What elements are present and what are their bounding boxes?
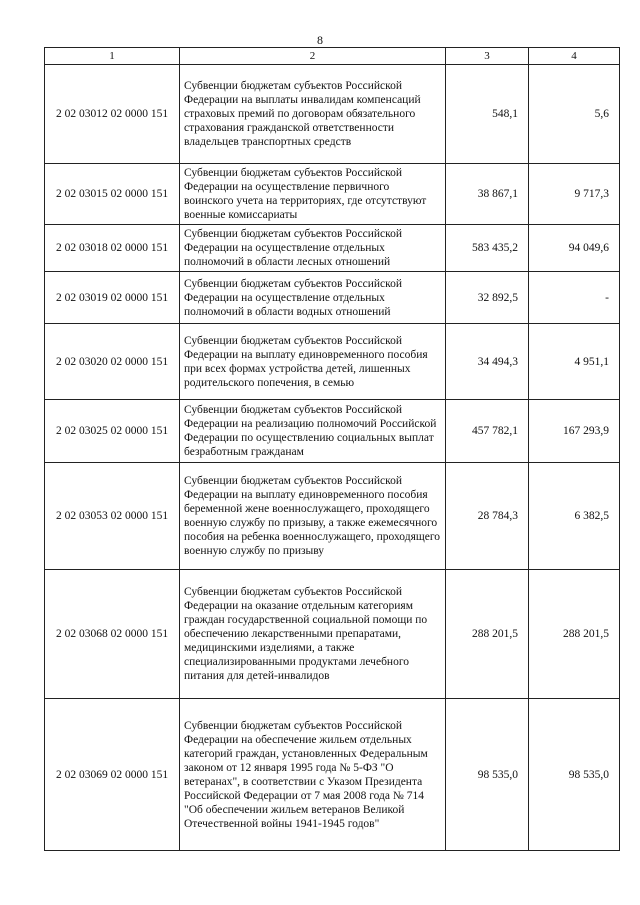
amount-col-3: 457 782,1 bbox=[446, 400, 529, 463]
table-row bbox=[45, 463, 620, 570]
table-row bbox=[45, 570, 620, 699]
amount-col-3: 28 784,3 bbox=[446, 463, 529, 570]
budget-code: 2 02 03018 02 0000 151 bbox=[45, 225, 180, 272]
description: Субвенции бюджетам субъектов Российской Федерации на осуществление первичного воинского учета на территориях, где отсутствуют военные комиссариаты bbox=[180, 164, 446, 225]
description: Субвенции бюджетам субъектов Российской Федерации на выплаты инвалидам компенсаций страховых премий по договорам обязательного страхования гражданской ответственности владельцев транспортных средств bbox=[180, 65, 446, 164]
header-col-4: 4 bbox=[529, 48, 620, 65]
amount-col-4: 9 717,3 bbox=[529, 164, 620, 225]
amount-col-3: 98 535,0 bbox=[446, 699, 529, 851]
header-col-3: 3 bbox=[446, 48, 529, 65]
budget-code: 2 02 03012 02 0000 151 bbox=[45, 65, 180, 164]
description: Субвенции бюджетам субъектов Российской Федерации на оказание отдельным категориям граждан государственной социальной помощи по обеспечению лекарственными препаратами, медицинскими изделиями, а также специализированными продуктами лечебного питания для детей-инвалидов bbox=[180, 570, 446, 699]
amount-col-4: 167 293,9 bbox=[529, 400, 620, 463]
table-row bbox=[45, 65, 620, 164]
description: Субвенции бюджетам субъектов Российской Федерации на выплату единовременного пособия при всех формах устройства детей, лишенных родительского попечения, в семью bbox=[180, 324, 446, 400]
budget-code: 2 02 03068 02 0000 151 bbox=[45, 570, 180, 699]
amount-col-4: 94 049,6 bbox=[529, 225, 620, 272]
amount-col-3: 34 494,3 bbox=[446, 324, 529, 400]
amount-col-3: 38 867,1 bbox=[446, 164, 529, 225]
header-col-2: 2 bbox=[180, 48, 446, 65]
amount-col-4: 5,6 bbox=[529, 65, 620, 164]
description: Субвенции бюджетам субъектов Российской Федерации на реализацию полномочий Российской Федерации по осуществлению социальных выплат безработным гражданам bbox=[180, 400, 446, 463]
description: Субвенции бюджетам субъектов Российской Федерации на осуществление отдельных полномочий в области водных отношений bbox=[180, 272, 446, 324]
table-row bbox=[45, 272, 620, 324]
budget-code: 2 02 03053 02 0000 151 bbox=[45, 463, 180, 570]
amount-col-4: 6 382,5 bbox=[529, 463, 620, 570]
amount-col-3: 32 892,5 bbox=[446, 272, 529, 324]
budget-code: 2 02 03015 02 0000 151 bbox=[45, 164, 180, 225]
amount-col-4: - bbox=[529, 272, 620, 324]
budget-code: 2 02 03069 02 0000 151 bbox=[45, 699, 180, 851]
amount-col-4: 288 201,5 bbox=[529, 570, 620, 699]
amount-col-4: 98 535,0 bbox=[529, 699, 620, 851]
amount-col-3: 548,1 bbox=[446, 65, 529, 164]
table-row bbox=[45, 699, 620, 851]
page-number: 8 bbox=[317, 33, 323, 47]
budget-code: 2 02 03025 02 0000 151 bbox=[45, 400, 180, 463]
amount-col-4: 4 951,1 bbox=[529, 324, 620, 400]
budget-code: 2 02 03019 02 0000 151 bbox=[45, 272, 180, 324]
table-row bbox=[45, 400, 620, 463]
subventions-table bbox=[44, 47, 620, 851]
table-row bbox=[45, 225, 620, 272]
header-col-1: 1 bbox=[45, 48, 180, 65]
description: Субвенции бюджетам субъектов Российской Федерации на осуществление отдельных полномочий в области лесных отношений bbox=[180, 225, 446, 272]
description: Субвенции бюджетам субъектов Российской Федерации на обеспечение жильем отдельных категорий граждан, установленных Федеральным законом от 12 января 1995 года № 5-ФЗ "О ветеранах", в соответствии с Указом Президента Российской Федерации от 7 мая 2008 года № 714 "Об обеспечении жильем ветеранов Великой Отечественной войны 1941-1945 годов" bbox=[180, 699, 446, 851]
table-row bbox=[45, 324, 620, 400]
description: Субвенции бюджетам субъектов Российской Федерации на выплату единовременного пособия беременной жене военнослужащего, проходящего военную службу по призыву, а также ежемесячного пособия на ребенка военнослужащего, проходящего военную службу по призыву bbox=[180, 463, 446, 570]
header-row bbox=[45, 48, 620, 65]
amount-col-3: 288 201,5 bbox=[446, 570, 529, 699]
table-row bbox=[45, 164, 620, 225]
budget-code: 2 02 03020 02 0000 151 bbox=[45, 324, 180, 400]
amount-col-3: 583 435,2 bbox=[446, 225, 529, 272]
